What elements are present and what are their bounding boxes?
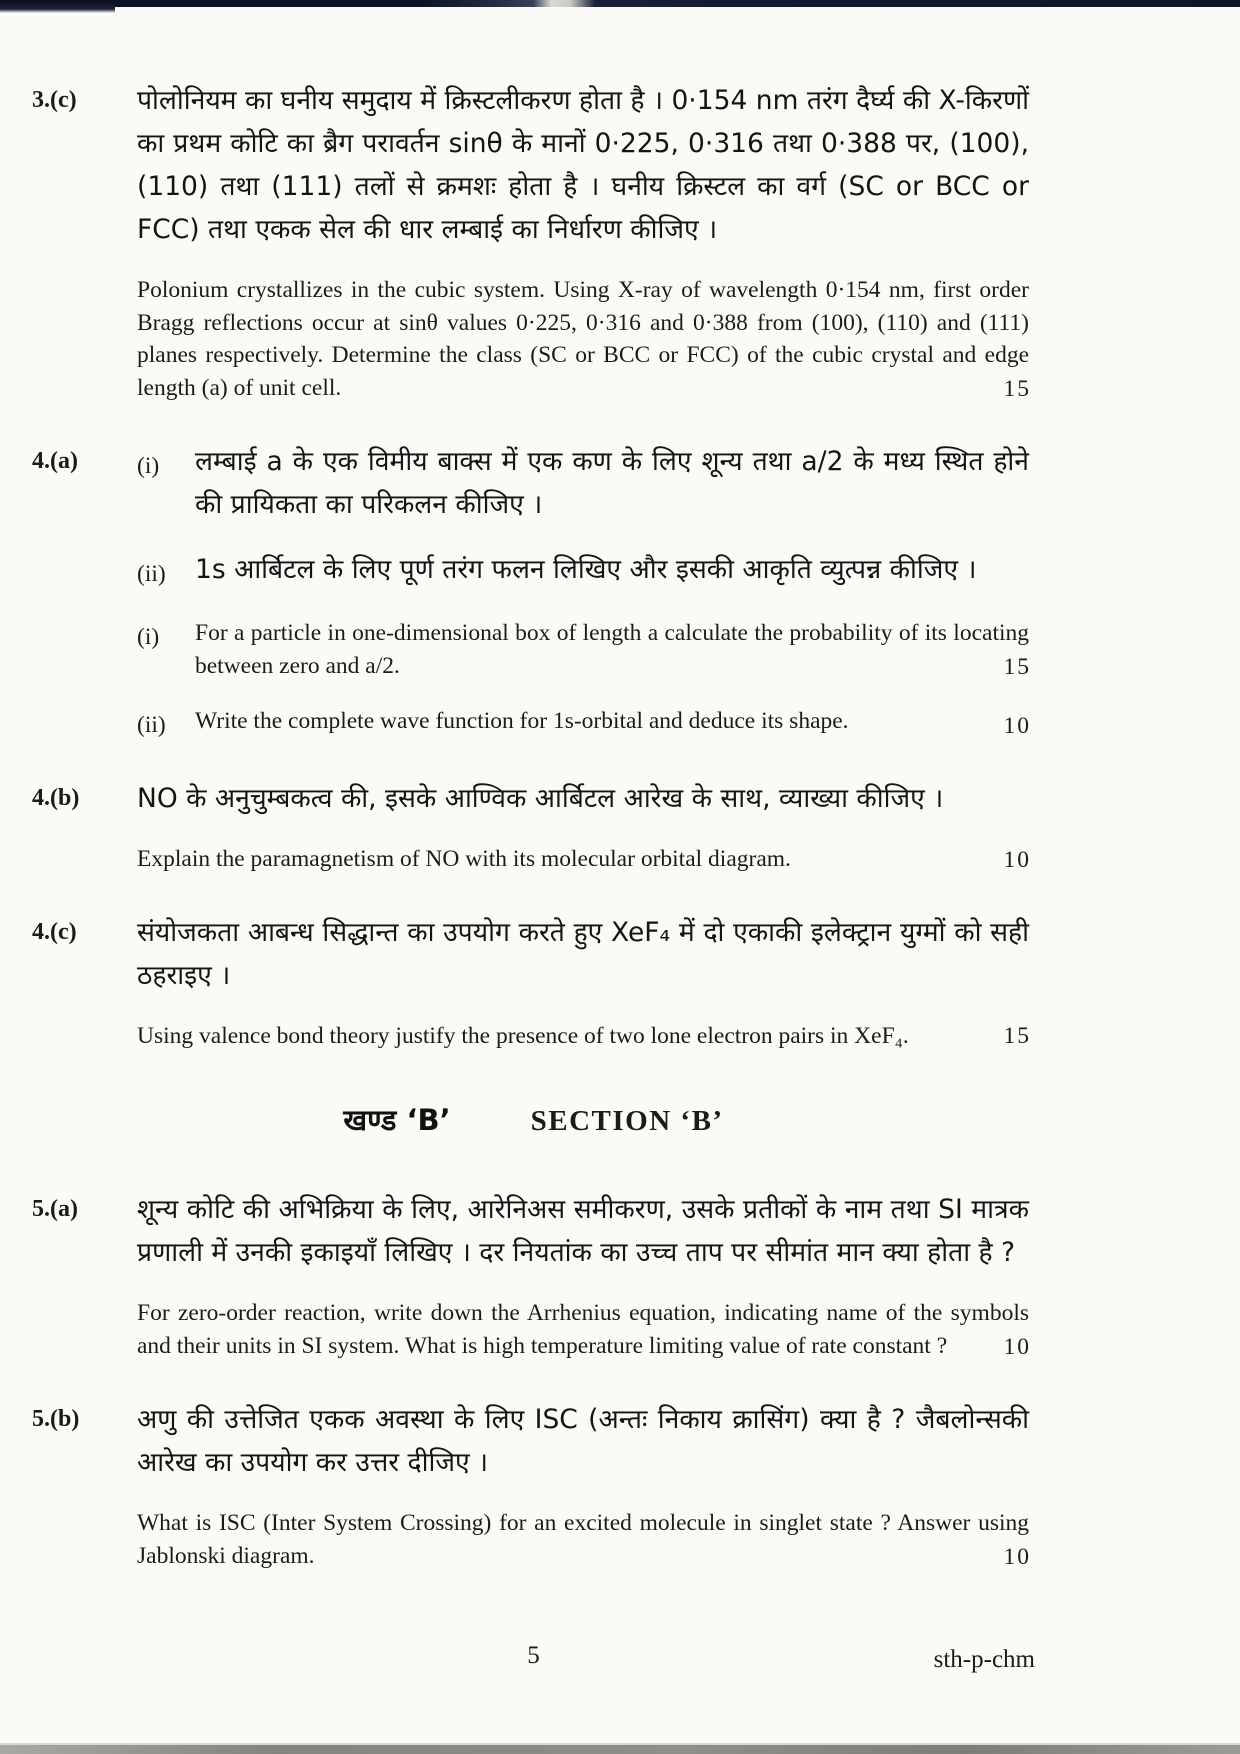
question-text: Explain the paramagnetism of NO with its molecular orbital diagram. — [137, 845, 791, 872]
question-part — [137, 705, 1035, 742]
page-footer — [32, 1642, 1035, 1678]
question-part — [137, 843, 1035, 876]
subpart-label: (i) — [137, 624, 160, 651]
marks-value: 15 — [1003, 653, 1031, 680]
page-number: 5 — [527, 1642, 540, 1669]
marks-value: 10 — [1003, 1334, 1031, 1361]
question-5-a — [32, 1189, 1035, 1363]
question-text: NO के अनुचुम्बकत्व की, इसके आण्विक आर्बिटल आरेख के साथ, व्याख्या कीजिए । — [137, 782, 944, 814]
question-text: What is ISC (Inter System Crossing) for an excited molecule in singlet state ? Answer using Jablonski diagram. — [137, 1509, 1029, 1569]
marks-value: 10 — [1003, 1543, 1031, 1570]
question-part — [137, 80, 1035, 252]
question-parts — [137, 441, 1035, 742]
section-heading-english: SECTION ‘B’ — [530, 1105, 724, 1138]
question-parts — [137, 80, 1035, 405]
question-text: लम्बाई a के एक विमीय बाक्स में एक कण के लिए शून्य तथा a/2 के मध्य स्थित होने की प्रायिकता का परिकलन कीजिए । — [195, 446, 1029, 521]
question-part — [137, 274, 1035, 406]
question-4-b — [32, 778, 1035, 876]
question-text: For zero-order reaction, write down the Arrhenius equation, indicating name of the symbols and their units in SI system. What is high temperature limiting value of rate constant ? — [137, 1300, 1029, 1360]
subpart-label: (ii) — [137, 711, 166, 738]
marks-value: 15 — [1003, 1023, 1031, 1050]
question-part — [137, 778, 1035, 821]
subpart-label: (ii) — [137, 561, 166, 588]
subpart-label: (i) — [137, 453, 160, 480]
question-part — [137, 1399, 1035, 1485]
question-part — [137, 1189, 1035, 1275]
scan-artifact-bottom — [0, 1745, 1240, 1754]
question-4-a — [32, 441, 1035, 742]
question-text: Write the complete wave function for 1s-orbital and deduce its shape. — [195, 707, 849, 734]
question-parts — [137, 1399, 1035, 1573]
question-label: 3.(c) — [32, 87, 77, 113]
question-4-c — [32, 912, 1035, 1053]
question-text: Using valence bond theory justify the presence of two lone electron pairs in XeF₄. — [137, 1022, 909, 1049]
question-text: पोलोनियम का घनीय समुदाय में क्रिस्टलीकरण होता है । 0·154 nm तरंग दैर्घ्य की X-किरणों का प्रथम कोटि का ब्रैग परावर्तन sinθ के मानों 0·225, 0·316 तथा 0·388 पर, (100), (110) तथा (111) तलों से क्रमशः होता है । घनीय क्रिस्टल का वर्ग (SC or BCC or FCC) तथा एकक सेल की धार लम्बाई का निर्धारण कीजिए । — [137, 85, 1029, 245]
section-heading — [32, 1100, 1035, 1139]
question-label: 5.(b) — [32, 1406, 80, 1433]
question-parts — [137, 778, 1035, 876]
question-parts — [137, 1189, 1035, 1363]
question-label: 5.(a) — [32, 1196, 78, 1223]
marks-value: 10 — [1003, 846, 1031, 873]
marks-value: 10 — [1003, 712, 1031, 739]
question-part — [137, 441, 1035, 527]
question-text: For a particle in one-dimensional box of length a calculate the probability of its locating between zero and a/2. — [195, 620, 1029, 679]
question-text: 1s आर्बिटल के लिए पूर्ण तरंग फलन लिखिए और इसकी आकृति व्युत्पन्न कीजिए । — [195, 554, 977, 586]
question-label: 4.(a) — [32, 448, 78, 475]
question-parts — [137, 912, 1035, 1053]
question-part — [137, 1507, 1035, 1573]
question-text: शून्य कोटि की अभिक्रिया के लिए, आरेनिअस समीकरण, उसके प्रतीकों के नाम तथा SI मात्रक प्रणाली में उनकी इकाइयाँ लिखिए । दर नियतांक का उच्च ताप पर सीमांत मान क्या होता है ? — [137, 1194, 1029, 1269]
paper-code: sth-p-chm — [933, 1646, 1035, 1673]
scan-artifact-top — [0, 0, 1240, 7]
question-text: संयोजकता आबन्ध सिद्धान्त का उपयोग करते हुए XeF₄ में दो एकाकी इलेक्ट्रान युग्मों को सही ठहराइए । — [137, 916, 1029, 991]
question-text: Polonium crystallizes in the cubic system. Using X-ray of wavelength 0·154 nm, first order Bragg reflections occur at sinθ values 0·225, 0·316 and 0·388 from (100), (110) and (111) planes respectively. Determine the class (SC or BCC or FCC) of the cubic crystal and edge length (a) of unit cell. — [137, 276, 1029, 402]
question-text: अणु की उत्तेजित एकक अवस्था के लिए ISC (अन्तः निकाय क्रासिंग) क्या है ? जैबलोन्सकी आरेख का उपयोग कर उत्तर दीजिए । — [137, 1404, 1029, 1478]
question-label: 4.(b) — [32, 784, 80, 811]
section-heading-hindi: खण्ड ‘B’ — [343, 1103, 451, 1138]
question-part — [137, 549, 1035, 595]
question-3-c — [32, 80, 1035, 405]
question-part — [137, 912, 1035, 998]
question-label: 4.(c) — [32, 918, 77, 945]
question-list — [32, 80, 1035, 1609]
question-part — [137, 1297, 1035, 1363]
marks-value: 15 — [1003, 376, 1031, 403]
question-5-b — [32, 1399, 1035, 1573]
question-part — [137, 617, 1035, 683]
question-part — [137, 1020, 1035, 1053]
